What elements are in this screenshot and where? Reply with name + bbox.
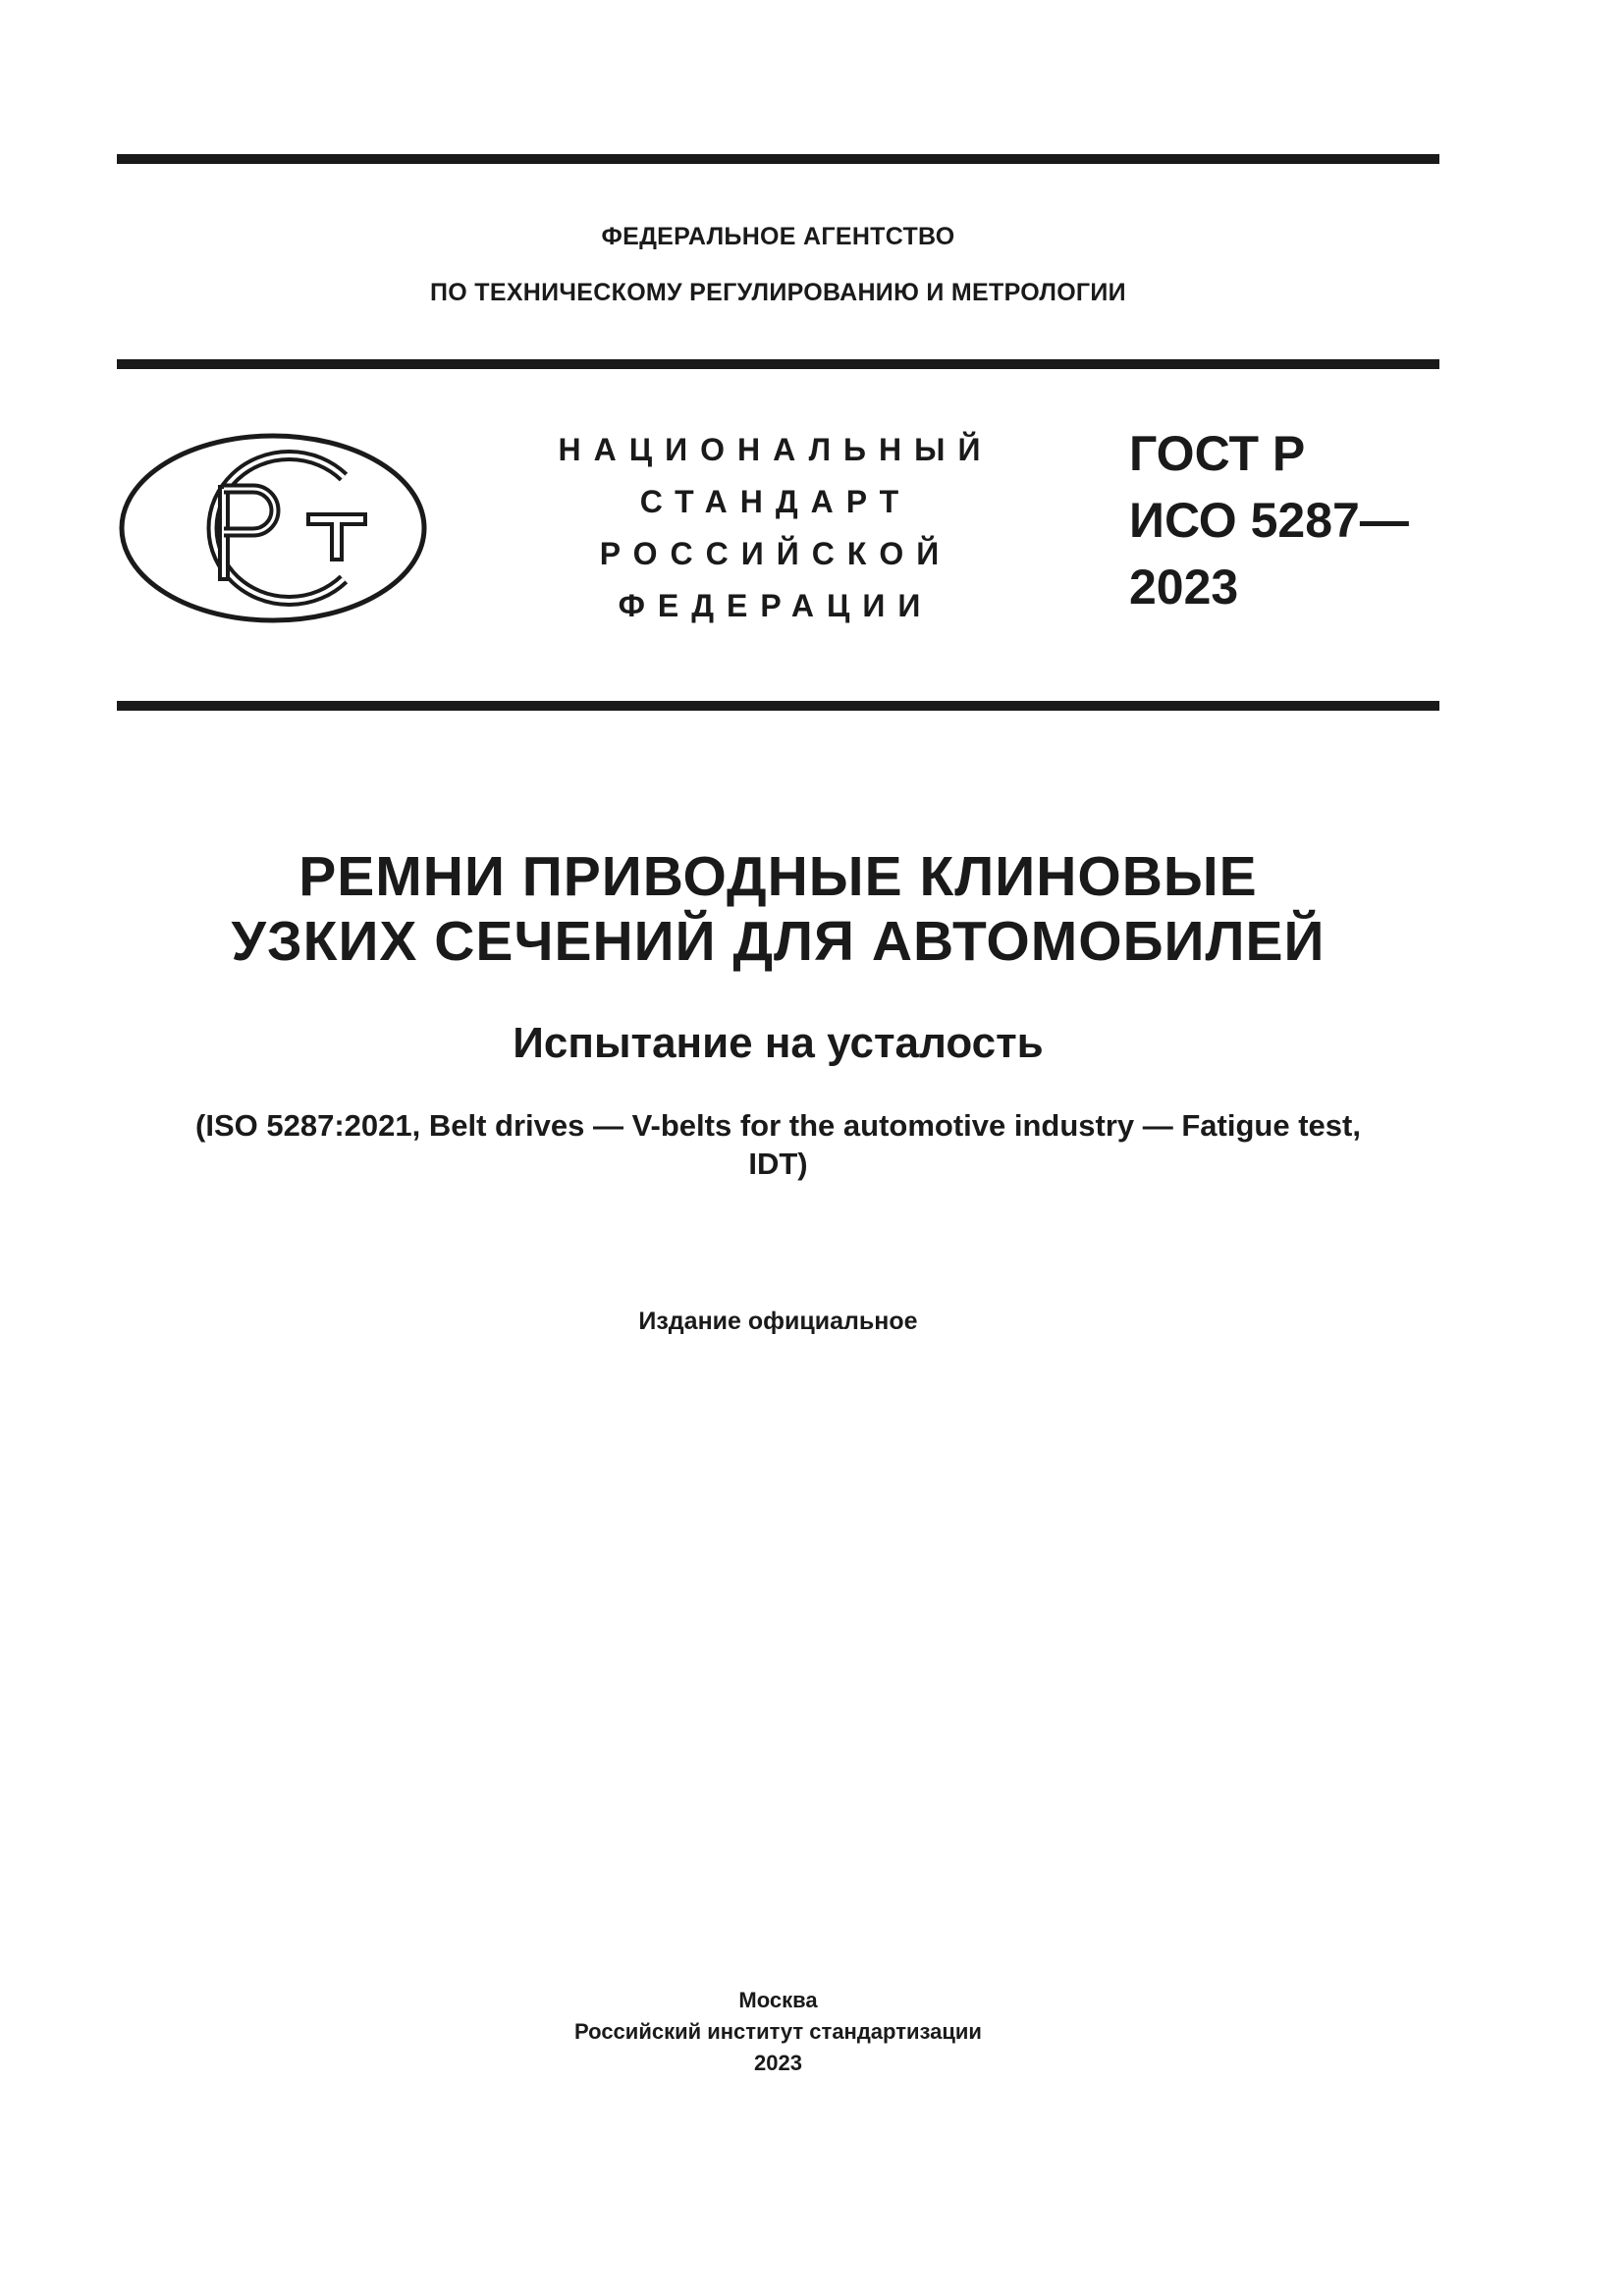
designation-line-1: ГОСТ Р	[1129, 426, 1306, 481]
iso-reference-line-2: IDT)	[748, 1147, 808, 1181]
imprint-city: Москва	[738, 1988, 818, 2012]
gost-r-certification-mark-icon	[116, 430, 430, 626]
national-standard-line-1: НАЦИОНАЛЬНЫЙ	[558, 432, 994, 467]
document-title	[117, 844, 1439, 974]
agency-line-1: ФЕДЕРАЛЬНОЕ АГЕНТСТВО	[601, 223, 955, 250]
national-standard-line-4: ФЕДЕРАЦИИ	[618, 588, 934, 623]
national-standard-heading	[545, 424, 1006, 632]
top-rule	[117, 154, 1439, 164]
designation-line-2: ИСО 5287—	[1129, 493, 1409, 548]
national-standard-line-3: РОССИЙСКОЙ	[599, 536, 952, 571]
official-edition-label: Издание официальное	[638, 1308, 918, 1335]
document-subtitle: Испытание на усталость	[513, 1019, 1044, 1067]
imprint-year: 2023	[754, 2051, 802, 2075]
iso-reference-line-1: (ISO 5287:2021, Belt drives — V-belts for the automotive industry — Fatigue test,	[195, 1108, 1361, 1143]
iso-reference	[128, 1106, 1429, 1183]
designation-line-3: 2023	[1129, 560, 1239, 614]
standard-designation	[1129, 420, 1409, 620]
agency-bottom-rule	[117, 359, 1439, 369]
national-standard-line-2: СТАНДАРТ	[639, 484, 912, 519]
agency-line-2: ПО ТЕХНИЧЕСКОМУ РЕГУЛИРОВАНИЮ И МЕТРОЛОГИИ	[430, 279, 1126, 306]
title-line-2: УЗКИХ СЕЧЕНИЙ ДЛЯ АВТОМОБИЛЕЙ	[231, 910, 1326, 973]
imprint	[117, 1985, 1439, 2079]
title-line-1: РЕМНИ ПРИВОДНЫЕ КЛИНОВЫЕ	[298, 845, 1258, 908]
header-bottom-rule	[117, 701, 1439, 711]
imprint-publisher: Российский институт стандартизации	[574, 2019, 982, 2044]
